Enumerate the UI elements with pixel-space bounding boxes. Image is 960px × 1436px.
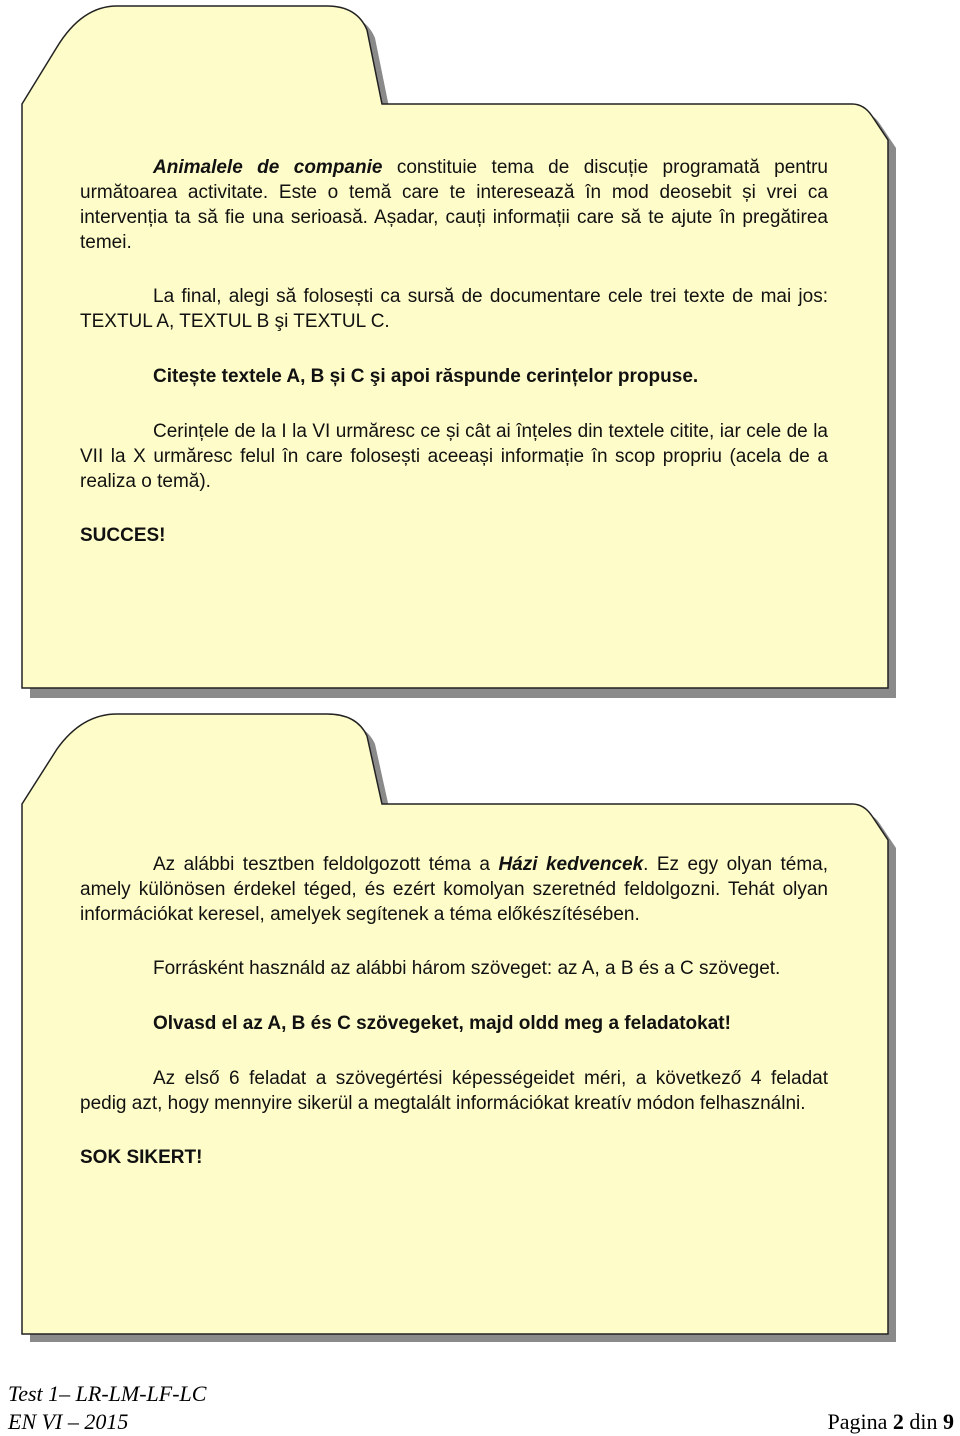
folder-card-romanian — [0, 0, 960, 700]
page-current: 2 — [892, 1409, 904, 1434]
folder-content-hungarian — [80, 852, 828, 1170]
folder-content-romanian — [80, 155, 828, 548]
closing-text: SUCCES! — [80, 525, 166, 546]
intro-text-after: . Ez egy olyan téma, amely különösen érdekel téged, és ezért komolyan szeretnéd feldolgozni. Tehát olyan információkat keresel, amelyek segítenek a téma előkészítésében. — [80, 854, 828, 925]
page-word: Pagina — [827, 1409, 888, 1434]
instruction-paragraph: Olvasd el az A, B és C szövegeket, majd oldd meg a feladatokat! — [153, 1013, 731, 1034]
intro-paragraph — [80, 155, 828, 255]
footer-test-id — [8, 1380, 206, 1436]
footer-test-year: EN VI – 2015 — [8, 1409, 129, 1434]
sources-paragraph: Forrásként használd az alábbi három szöveget: az A, a B és a C szöveget. — [153, 958, 781, 979]
sources-paragraph: La final, alegi să folosești ca sursă de documentare cele trei texte de mai jos: TEXTUL A, TEXTUL B şi TEXTUL C. — [80, 286, 828, 332]
page-total: 9 — [943, 1409, 954, 1434]
intro-text-before: Az alábbi tesztben feldolgozott téma a — [153, 854, 499, 875]
requirements-paragraph: Az első 6 feladat a szövegértési képességeidet méri, a következő 4 feladat pedig azt, hogy mennyire sikerül a megtalált információkat kreatív módon felhasználni. — [80, 1068, 828, 1114]
topic-highlight: Házi kedvencek — [498, 854, 644, 875]
instruction-paragraph: Citește textele A, B și C şi apoi răspunde cerințelor propuse. — [153, 366, 699, 387]
page-of: din — [909, 1409, 938, 1434]
page-footer — [0, 1380, 960, 1436]
page-number — [827, 1408, 954, 1436]
requirements-paragraph: Cerințele de la I la VI urmăresc ce și cât ai înțeles din textele citite, iar cele de la VII la X urmăresc felul în care folosești aceeași informație în scop propriu (acela de a realiza o temă). — [80, 421, 828, 492]
intro-text: constituie tema de discuție programată pentru următoarea activitate. Este o temă care te interesează în mod deosebit și vrei ca intervenția ta să fie una serioasă. Așadar, cauți informații care să te ajute în pregătirea temei. — [80, 157, 828, 253]
closing-text: SOK SIKERT! — [80, 1147, 203, 1168]
intro-paragraph — [80, 852, 828, 927]
footer-test-code: Test 1– LR-LM-LF-LC — [8, 1381, 207, 1406]
topic-highlight: Animalele de companie — [153, 157, 383, 178]
folder-card-hungarian — [0, 712, 960, 1344]
